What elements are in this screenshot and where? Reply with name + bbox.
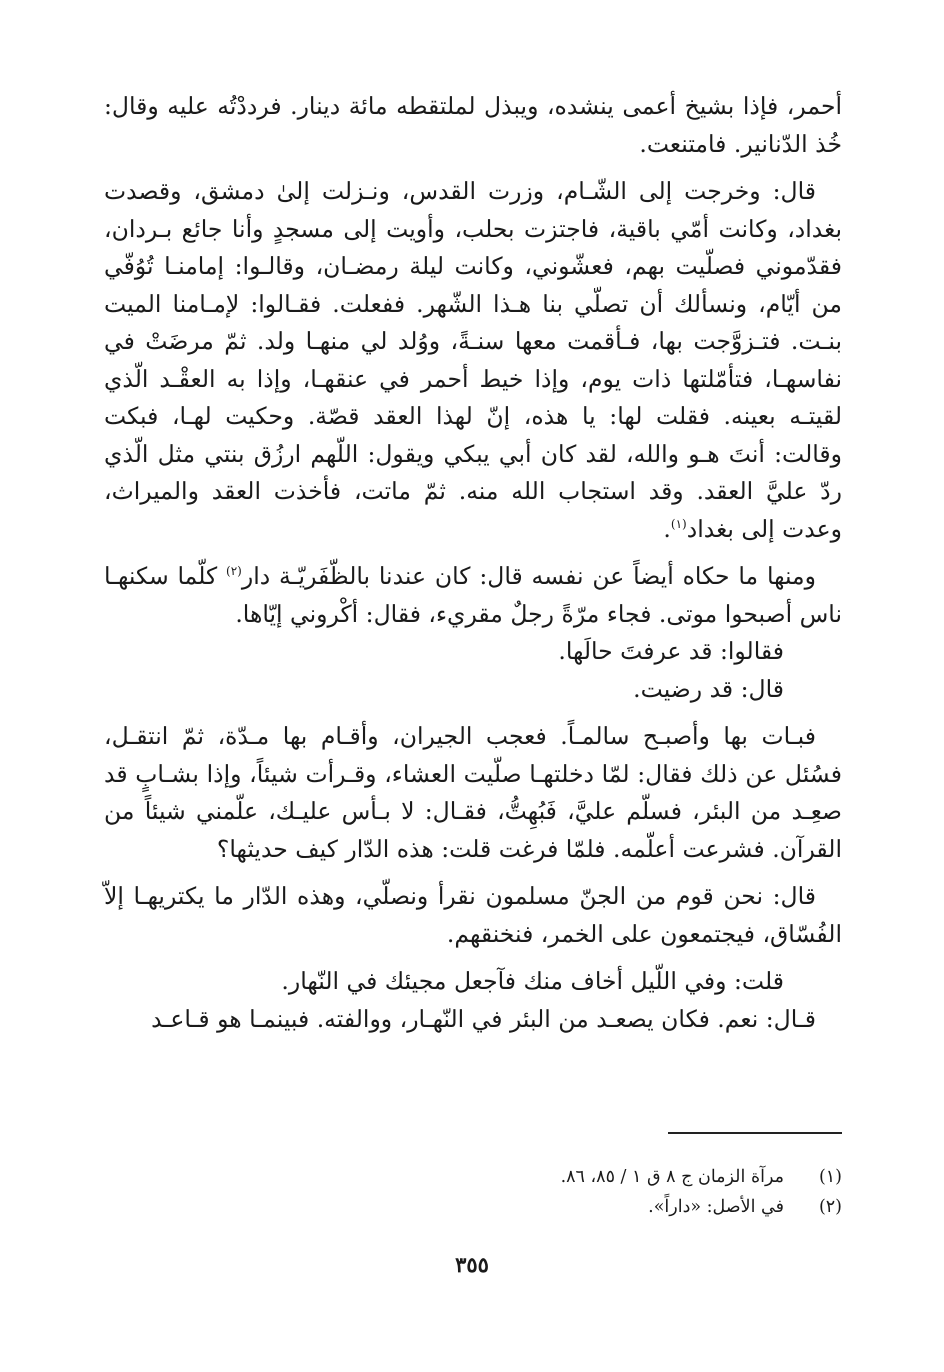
footnote-number: (١) — [818, 1167, 842, 1187]
paragraph-2 — [104, 173, 842, 548]
footnote-separator — [668, 1132, 842, 1134]
paragraph-4: فبـات بها وأصبـح سالمـاً. فعجب الجيران، وأقـام بها مـدّة، ثمّ انتقـل، فسُئل عن ذلك فقال: لمّا دخلتهـا صلّيت العشاء، وقـرأت شيئاً، وإذا بشـابٍ قد صعِـد من البئر، فسلّم عليَّ، فَبُهِتُّ، فقـال: لا بـأس عليـك، علّمني شيئاً من القرآن. فشرعت أعلّمه. فلمّا فرغت قلت: هذه الدّار كيف حديثها؟ — [104, 722, 842, 863]
page-number: ٣٥٥ — [455, 1252, 489, 1277]
footnote-text: في الأصل: «داراً». — [648, 1197, 784, 1217]
page-body — [104, 88, 842, 1038]
dialogue-line-1: فقالوا: قد عرفتَ حالَها. — [558, 637, 784, 665]
footnotes — [104, 1162, 842, 1222]
dialogue-line-3: قلت: وفي اللّيل أخاف منك فآجعل مجيئك في النّهار. — [281, 967, 784, 995]
footnote-text: مرآة الزمان ج ٨ ق ١ / ٨٥، ٨٦. — [560, 1167, 784, 1187]
paragraph-1: أحمر، فإذا بشيخ أعمى ينشده، ويبذل لملتقطه مائة دينار. فرددْتُه عليه وقال: خُذ الدّنانير. فامتنعت. — [104, 92, 842, 158]
paragraph-3-text-b: كلّما سكنهـا ناس أصبحوا موتى. فجاء مرّةً رجلٌ مقريء، فقال: أكْروني إيّاها. — [104, 562, 842, 628]
paragraph-3 — [104, 558, 842, 633]
footnote-2 — [104, 1192, 842, 1222]
paragraph-2-end: . — [663, 514, 671, 543]
footnote-1 — [104, 1162, 842, 1192]
paragraph-5: قال: نحن قوم من الجنّ مسلمون نقرأ ونصلّي، وهذه الدّار ما يكتريهـا إلاّ الفُسّاق، فيجتمعون على الخمر، فنخنقهم. — [104, 882, 842, 948]
footnote-ref-2: (٢) — [226, 564, 242, 579]
paragraph-3-text-a: ومنها ما حكاه أيضاً عن نفسه قال: كان عندنا بالظّفَريّـة دار — [241, 562, 816, 590]
footnote-ref-1: (١) — [670, 516, 687, 531]
footnote-number: (٢) — [818, 1197, 842, 1217]
paragraph-2-text: قال: وخرجت إلى الشّـام، وزرت القدس، ونـزلت إلىٰ دمشق، وقصدت بغداد، وكانت أمّي باقية، فاجتزت بحلب، وأويت إلى مسجدٍ وأنا جائع بـردان، فقدّموني فصلّيت بهم، فعشّوني، وكانت ليلة رمضـان، وقالـوا: إمامنـا تُوُفّي من أيّام، ونسألك أن تصلّي بنا هـذا الشّهر. ففعلت. فقـالوا: لإمـامنا الميت بنـت. فتـزوَّجت بها، فـأقمت معها سنـةً، ووُلد لي منهـا ولد. ثمّ مرضَتْ في نفاسهـا، فتأمّلتها ذات يوم، وإذا خيط أحمر في عنقهـا، وإذا به العقْـد الّذي لقيتـه بعينه. فقلت لها: يا هذه، إنّ لهذا العقد قصّة. وحكيت لهـا، فبكت وقالت: أنتَ هـو والله، لقد كان أبي يبكي ويقول: اللّهم ارزُق بنتي مثل الّذي ردّ عليَّ العقد. وقد استجاب الله منه. ثمّ ماتت، فأخذت العقد والميراث، وعدت إلى بغداد — [104, 177, 842, 543]
dialogue-line-2: قال: قد رضيت. — [633, 674, 784, 703]
dialogue-line-4: قـال: نعم. فكان يصعـد من البئر في النّهـار، ووالفته. فبينمـا هو قـاعـد — [151, 1004, 816, 1033]
